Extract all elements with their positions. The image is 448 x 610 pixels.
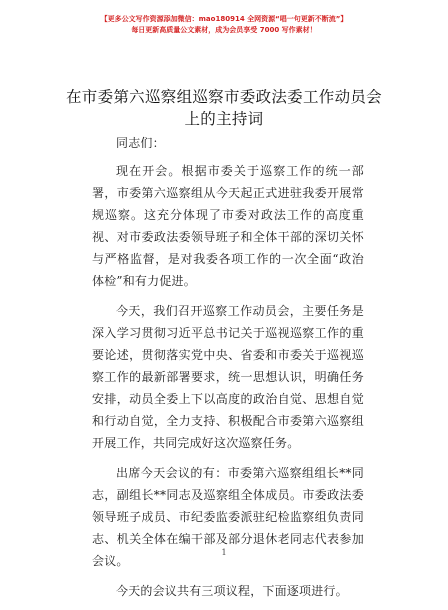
paragraph-attendees: 出席今天会议的有：市委第六巡察组组长**同志，副组长**同志及巡察组全体成员。市委政法委领导班子成员、市纪委监委派驻纪检监察组负责同志、机关全体在编干部及部分退休老同志代表参加会议。 [92,466,364,568]
page-number: 1 [221,548,227,557]
document-title [50,86,398,130]
paragraph-agenda: 今天的会议共有三项议程，下面逐项进行。 [116,584,348,598]
document-body [92,132,364,610]
salutation: 同志们： [116,136,165,150]
paragraph-purpose: 今天，我们召开巡察工作动员会，主要任务是深入学习贯彻习近平总书记关于巡视巡察工作的重要论述，贯彻落实党中央、省委和市委关于巡视巡察工作的最新部署要求，统一思想认识，明确任务安排，动员全委上下以高度的政治自觉、思想自觉和行动自觉，全力支持、积极配合市委第六巡察组开展工作，共同完成好这次巡察任务。 [92,304,364,450]
promo-banner-line1: 【更多公文写作资源添加微信：mao180914 全网资源“唱一句更新不断流”】 [100,15,348,23]
promo-banner-line2: 每日更新高质量公文素材，成为会员享受 7000 写作素材！ [131,26,317,34]
document-title-line1: 在市委第六巡察组巡察市委政法委工作动员会 [65,88,382,106]
paragraph-opening: 现在开会。根据市委关于巡察工作的统一部署，市委第六巡察组从今天起正式进驻我委开展常规巡察。这充分体现了市委对政法工作的高度重视、对市委政法委领导班子和全体干部的深切关怀与严格监督，是对我委各项工作的一次全面“政治体检”和有力促进。 [92,164,364,288]
document-title-line2: 上的主持词 [184,110,264,128]
promo-banner [0,14,448,36]
